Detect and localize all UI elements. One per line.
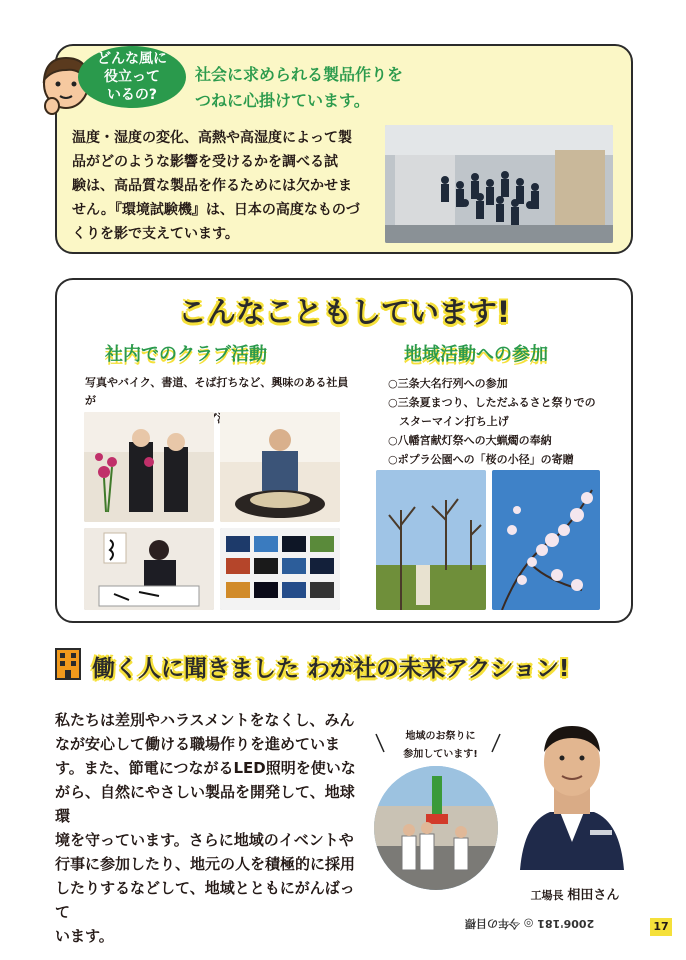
activities-title: こんなこともしています! <box>177 295 511 329</box>
bubble-line-2: 役立って <box>104 69 160 85</box>
region-heading: 地域活動への参加 <box>404 344 548 365</box>
club-desc-line: 写真やバイク、書道、そば打ちなど、興味のある社員が <box>85 376 349 407</box>
body-line: 境を守っています。さらに地域のイベントや <box>55 831 354 849</box>
list-item: ○三条大名行列への参加 <box>388 377 508 390</box>
factory-staff-photo <box>385 125 613 243</box>
bubble-line-1: どんな風に <box>97 51 167 67</box>
festival-photo <box>374 766 498 890</box>
body-line: くりを影で支えています。 <box>72 226 239 242</box>
body-line: なが安心して働ける職場作りを進めていま <box>55 735 341 753</box>
list-item: ○八幡宮献灯祭への大蝋燭の奉納 <box>388 434 552 447</box>
cherry-blossom-photo <box>492 470 600 610</box>
flower-club-photo <box>84 412 214 522</box>
body-line: がら、自然にやさしい製品を開発して、地球環 <box>55 783 355 825</box>
caption-role: 工場長 <box>530 889 564 902</box>
interview-heading: 働く人に聞きました わが社の未来アクション! <box>92 656 570 682</box>
body-line: います。 <box>55 927 114 945</box>
list-item: スターマイン打ち上げ <box>388 415 509 428</box>
heading-line-2: つねに心掛けています。 <box>195 91 370 110</box>
building-icon <box>54 647 82 681</box>
caption-name: 相田さん <box>567 888 620 903</box>
list-item: ○三条夏まつり、しただふるさと祭りでの <box>388 396 596 409</box>
interview-body <box>55 708 365 948</box>
body-line: す。また、節電につながるLED照明を使いな <box>55 759 356 777</box>
section1-body <box>72 126 377 246</box>
footer-text: 2006'181 ◎ 今年の目標 <box>465 917 595 930</box>
page-number: 17 <box>650 918 672 936</box>
list-item: ○ポプラ公園への「桜の小径」の寄贈 <box>388 453 574 466</box>
body-line: したりするなどして、地域とともにがんばって <box>55 879 355 921</box>
question-bubble <box>78 46 186 108</box>
section1-heading <box>195 62 403 114</box>
park-trees-photo <box>376 470 486 610</box>
body-line: 験は、高品質な製品を作るためには欠かせま <box>72 178 352 194</box>
quote-line: 参加しています! <box>403 749 478 760</box>
heading-line-1: 社会に求められる製品作りを <box>195 65 404 84</box>
quote-marks <box>368 730 508 770</box>
region-activity-list <box>388 374 618 469</box>
club-heading: 社内でのクラブ活動 <box>105 344 267 365</box>
body-line: 私たちは差別やハラスメントをなくし、みん <box>55 711 355 729</box>
calligraphy-club-photo <box>84 528 214 610</box>
photography-club-photo <box>220 528 340 610</box>
soba-club-photo <box>220 412 340 522</box>
bubble-line-3: いるの? <box>106 87 158 103</box>
body-line: 温度・湿度の変化、高熱や高湿度によって製 <box>72 130 352 146</box>
body-line: せん。『環境試験機』は、日本の高度なものづ <box>72 202 360 218</box>
body-line: 品がどのような影響を受けるかを調べる試 <box>72 154 338 170</box>
body-line: 行事に参加したり、地元の人を積極的に採用 <box>55 855 356 873</box>
factory-manager-portrait <box>510 712 634 870</box>
quote-line: 地域のお祭りに <box>405 731 476 742</box>
manager-caption <box>525 884 625 903</box>
